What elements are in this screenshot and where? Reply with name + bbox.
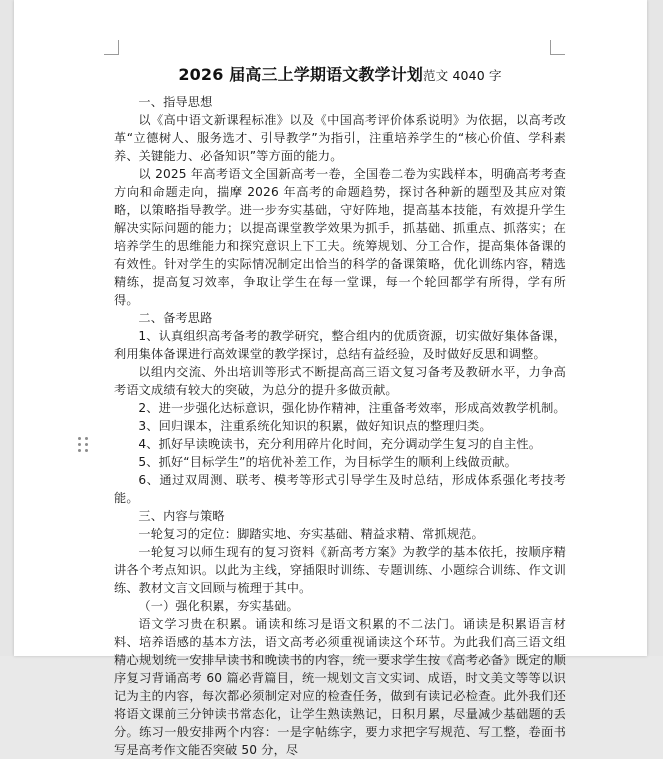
body-paragraph: 2、进一步强化达标意识，强化协作精神，注重备考效率，形成高效教学机制。 bbox=[138, 401, 566, 415]
document-sections bbox=[114, 93, 566, 759]
body-paragraph: 1、认真组织高考备考的教学研究，整合组内的优质资源，切实做好集体备课，利用集体备课进行高效课堂的教学探讨，总结有益经验，及时做好反思和调整。 bbox=[114, 329, 566, 361]
subsection-heading: （一）强化积累，夯实基础。 bbox=[138, 599, 299, 613]
body-paragraph: 一轮复习以师生现有的复习资料《新高考方案》为教学的基本依托，按顺序精讲各个考点知识。以此为主线，穿插限时训练、专题训练、小题综合训练、作文训练、教材文言文回顾与梳理于其中。 bbox=[114, 545, 566, 595]
section-heading: 二、备考思路 bbox=[138, 311, 213, 325]
title-suffix: 范文 4040 字 bbox=[423, 68, 502, 83]
body-paragraph: 3、回归课本，注重系统化知识的积累，做好知识点的整理归类。 bbox=[138, 419, 492, 433]
body-paragraph: 5、抓好“目标学生”的培优补差工作，为目标学生的顺利上线做贡献。 bbox=[138, 455, 518, 469]
body-paragraph: 一轮复习的定位：脚踏实地、夯实基础、精益求精、常抓规范。 bbox=[138, 527, 484, 541]
drag-handle-icon[interactable] bbox=[78, 437, 90, 453]
document-page bbox=[14, 0, 647, 757]
margin-corner-top-left bbox=[104, 40, 119, 55]
margin-corner-top-right bbox=[550, 40, 565, 55]
document-body[interactable] bbox=[114, 60, 566, 759]
section-heading: 一、指导思想 bbox=[138, 95, 213, 109]
body-paragraph: 以 2025 年高考语文全国新高考一卷，全国卷二卷为实践样本，明确高考考查方向和命题走向，揣摩 2026 年高考的命题趋势，探讨各种新的题型及其应对策略，以策略指导教学。进一步夯实基础，守好阵地，提高基本技能，有效提升学生解决实际问题的能力；以提高课堂教学效果为抓手，抓基础、抓重点、抓落实；在培养学生的思维能力和探究意识上下工夫。统筹规划、分工合作，提高集体备课的有效性。针对学生的实际情况制定出恰当的科学的备课策略，优化训练内容，精选精练，提高复习效率，争取让学生在每一堂课，每一个轮回都学有所得，学有所得。 bbox=[114, 167, 566, 307]
body-paragraph: 以组内交流、外出培训等形式不断提高高三语文复习备考及教研水平，力争高考语文成绩有较大的突破，为总分的提升多做贡献。 bbox=[114, 365, 566, 397]
document-title bbox=[114, 62, 566, 89]
section-heading: 三、内容与策略 bbox=[138, 509, 225, 523]
body-paragraph: 4、抓好早读晚读书，充分利用碎片化时间，充分调动学生复习的自主性。 bbox=[138, 437, 542, 451]
title-main: 2026 届高三上学期语文教学计划 bbox=[178, 65, 424, 84]
body-paragraph: 语文学习贵在积累。诵读和练习是语文积累的不二法门。诵读是积累语言材料、培养语感的基本方法，语文高考必须重视诵读这个环节。为此我们高三语文组精心规划统一安排早读书和晚读书的内容，统一要求学生按《高考必备》既定的顺序复习背诵高考 60 篇必背篇目，统一规划文言文实词、成语，时文美文等等以识记为主的内容，每次都必须制定对应的检查任务，做到有读记必检查。此外我们还将语文课前三分钟读书常态化，让学生熟读熟记，日积月累，尽量减少基础题的丢分。练习一般安排两个内容：一是字帖练字，要力求把字写规范、写工整，卷面书写是高考作文能否突破 50 分，尽 bbox=[114, 617, 566, 757]
body-paragraph: 6、通过双周测、联考、模考等形式引导学生及时总结，形成体系强化考技考能。 bbox=[114, 473, 566, 505]
body-paragraph: 以《高中语文新课程标准》以及《中国高考评价体系说明》为依据，以高考改革“立德树人、服务选才、引导教学”为指引，注重培养学生的“核心价值、学科素养、关键能力、必备知识”等方面的能力。 bbox=[114, 113, 566, 163]
